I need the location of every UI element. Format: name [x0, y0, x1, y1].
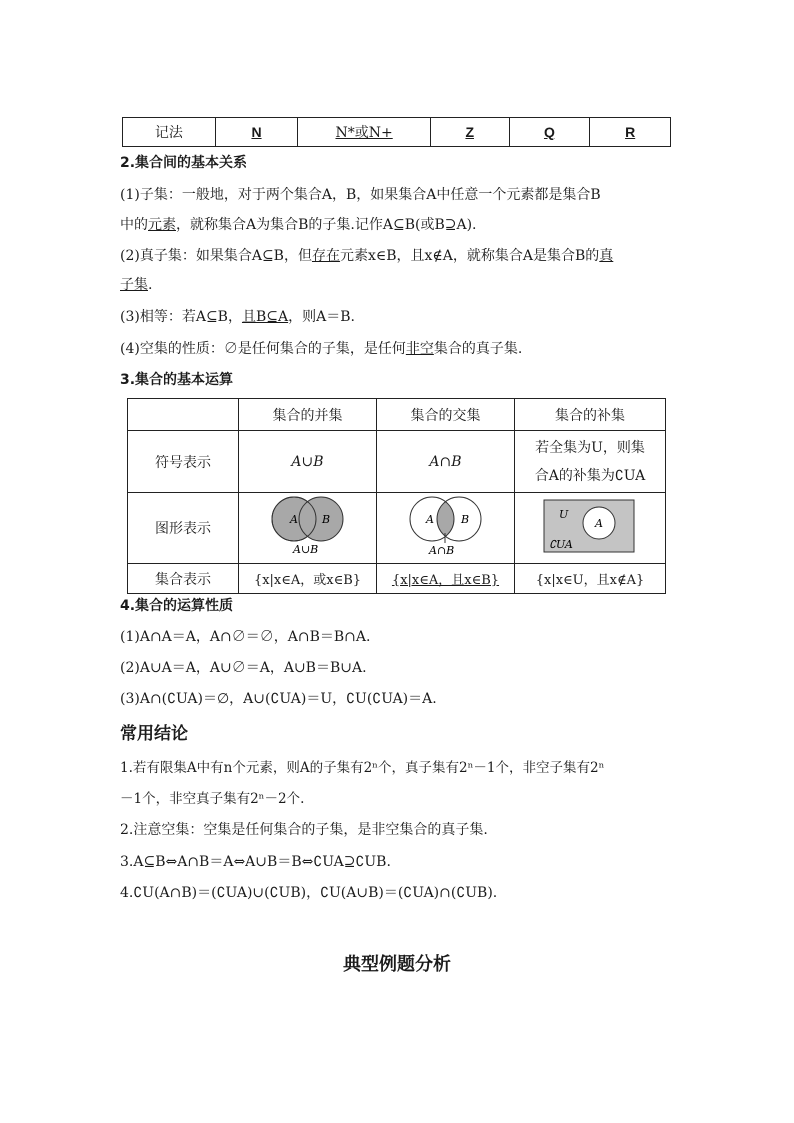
underlined-text: 真: [599, 248, 614, 264]
text: 合A的补集为∁UA: [534, 467, 646, 484]
label-u: U: [559, 508, 569, 521]
label-a: A: [595, 517, 603, 530]
set-intersection: {x|x∈A，且x∈B}: [377, 564, 515, 594]
union-caption: A∪B: [293, 543, 319, 556]
text: ，则A＝B.: [288, 309, 355, 325]
text: 若全集为U，则集: [535, 439, 645, 456]
underlined-text: 元素: [148, 217, 176, 233]
header-union: 集合的并集: [239, 399, 377, 431]
notation-real: R: [590, 118, 671, 147]
notation-rational: Q: [509, 118, 590, 147]
notation-label: 记法: [123, 118, 216, 147]
symbol-complement: [515, 431, 666, 493]
underlined-text: 子集: [120, 277, 148, 293]
text: ，就称集合A为集合B的子集.记作A⊆B(或B⊇A).: [176, 217, 477, 233]
label-a: A: [290, 513, 298, 526]
conclusions-title: 常用结论: [120, 724, 188, 744]
notation-natural: N: [215, 118, 298, 147]
row-set-label: 集合表示: [128, 564, 239, 594]
underlined-text: 且B⊆A: [241, 309, 289, 325]
subset-definition-cont: [120, 214, 476, 234]
text: (3)相等：若A⊆B，: [120, 309, 242, 325]
notation-table: [122, 117, 671, 147]
notation-integer: Z: [430, 118, 509, 147]
property-3: (3)A∩(∁UA)＝∅，A∪(∁UA)＝U，∁U(∁UA)＝A.: [120, 691, 437, 707]
equality-definition: [120, 306, 355, 326]
header-intersection: 集合的交集: [377, 399, 515, 431]
underlined-text: 非空: [405, 341, 434, 357]
subset-definition: (1)子集：一般地，对于两个集合A，B，如果集合A中任意一个元素都是集合B: [120, 187, 601, 203]
label-a: A: [426, 513, 434, 526]
property-1: (1)A∩A＝A，A∩∅＝∅，A∩B＝B∩A.: [120, 629, 371, 645]
text: .: [148, 277, 153, 293]
notation-positive: N*或N+: [298, 118, 431, 147]
symbol-union: A∪B: [239, 431, 377, 493]
property-2: (2)A∪A＝A，A∪∅＝A，A∪B＝B∪A.: [120, 660, 367, 676]
conclusion-1-cont: －1个，非空真子集有2ⁿ－2个.: [120, 791, 305, 807]
row-diagram-label: 图形表示: [128, 493, 239, 564]
set-complement: {x|x∈U，且x∉A}: [515, 564, 666, 594]
conclusion-3: 3.A⊆B⇔A∩B＝A⇔A∪B＝B⇔∁UA⊇∁UB.: [120, 854, 391, 870]
circle-b: [299, 497, 343, 541]
label-b: B: [461, 513, 470, 526]
complement-diagram-cell: [515, 493, 666, 564]
section-title: 2.集合间的基本关系: [120, 155, 248, 171]
text: (4)空集的性质：∅是任何集合的子集，是任何: [120, 341, 406, 357]
section-title: 4.集合的运算性质: [120, 598, 234, 614]
text: (2)真子集：如果集合A⊆B，但: [120, 248, 312, 264]
row-symbol-label: 符号表示: [128, 431, 239, 493]
header-empty: [128, 399, 239, 431]
underlined-text: 存在: [311, 248, 340, 264]
conclusion-4: 4.∁U(A∩B)＝(∁UA)∪(∁UB)，∁U(A∪B)＝(∁UA)∩(∁UB).: [120, 885, 498, 901]
intersection-diagram-cell: [377, 493, 515, 564]
complement-caption: ∁UA: [549, 538, 573, 551]
intersection-caption: A∩B: [429, 544, 455, 557]
union-diagram-cell: [239, 493, 377, 564]
examples-heading: 典型例题分析: [343, 954, 451, 975]
symbol-intersection: A∩B: [377, 431, 515, 493]
proper-subset-definition: [120, 245, 613, 265]
text: 中的: [120, 217, 148, 233]
text: 元素x∈B，且x∉A，就称集合A是集合B的: [339, 248, 600, 264]
intersection-venn-diagram: [377, 493, 514, 559]
section-title: 3.集合的基本运算: [120, 372, 234, 388]
header-complement: 集合的补集: [515, 399, 666, 431]
label-b: B: [322, 513, 331, 526]
proper-subset-definition-cont: [120, 274, 152, 294]
conclusion-2: 2.注意空集：空集是任何集合的子集，是非空集合的真子集.: [120, 822, 488, 838]
operations-table: [127, 398, 666, 594]
union-venn-diagram: [239, 493, 376, 559]
conclusion-1: 1.若有限集A中有n个元素，则A的子集有2ⁿ个，真子集有2ⁿ－1个，非空子集有2ⁿ: [120, 760, 605, 776]
set-union: {x|x∈A，或x∈B}: [239, 564, 377, 594]
text: 集合的真子集.: [433, 341, 523, 357]
empty-set-property: [120, 338, 522, 358]
complement-diagram: [515, 493, 665, 559]
